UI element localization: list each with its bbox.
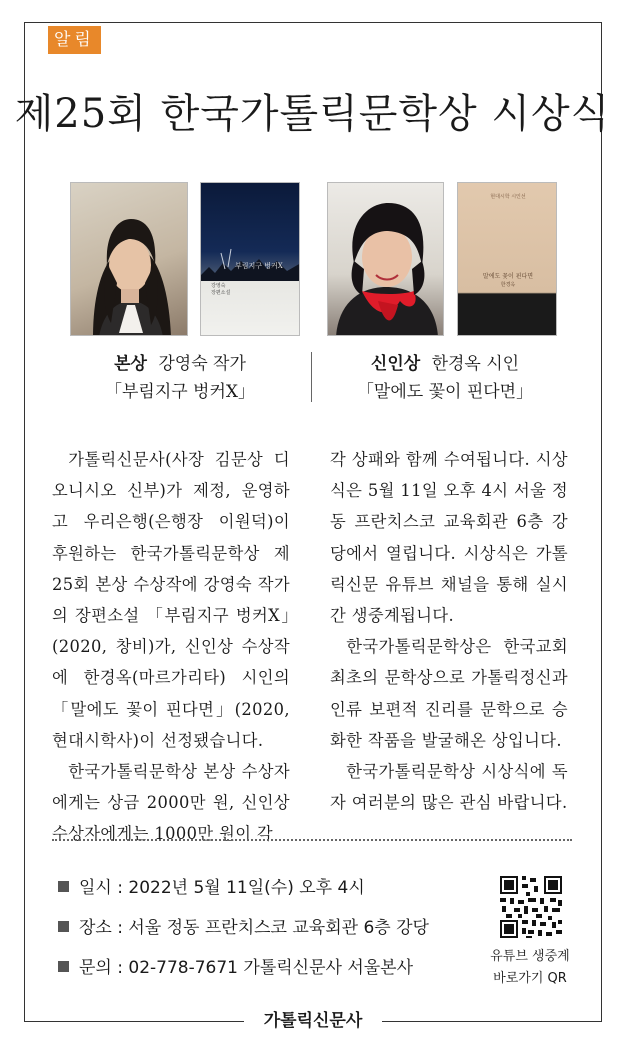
award-left-caption: [60, 350, 300, 406]
award-left-line: [60, 350, 300, 378]
body-column-right: [330, 444, 568, 818]
winner-photo-han: [327, 182, 444, 336]
dotted-divider: [52, 839, 572, 841]
award-left-work: 「부림지구 벙커X」: [104, 382, 256, 402]
award-right-caption: [325, 350, 565, 406]
bullet-square-icon: [58, 921, 69, 932]
book-cover-flowers: [457, 182, 557, 336]
body-column-left: [52, 444, 290, 850]
portrait-woman-2: [328, 183, 444, 336]
qr-code-icon[interactable]: [498, 874, 564, 940]
award-right-line: [325, 350, 565, 378]
info-place: [58, 916, 429, 940]
portrait-woman-1: [71, 183, 188, 336]
book2-author-text: 한경옥: [500, 282, 516, 288]
award-right-work: 「말에도 꽃이 핀다면」: [356, 382, 534, 402]
page-title: 제25회 한국가톨릭문학상 시상식: [14, 91, 611, 137]
book1-title-text: 부림지구 벙커X: [235, 262, 283, 270]
info-contact: [58, 956, 413, 980]
qr-caption-line-1: 유튜브 생중계: [490, 949, 570, 964]
book2-series-text: 현대시학 시인선: [490, 194, 526, 200]
info-date-text: 일시 : 2022년 5월 11일(수) 오후 4시: [79, 878, 365, 898]
qr-caption: [470, 946, 590, 990]
body-paragraph-1: 가톨릭신문사(사장 김문상 디오니시오 신부)가 제정, 운영하고 우리은행(은행장 이원덕)이 후원하는 한국가톨릭문학상 제25회 본상 수상작에 강영숙 작가의 장편소설 「부림지구 벙커X」(2020, 창비)가, 신인상 수상작에 한경옥(마르가리타) 시인의 「말에도 꽃이 핀다면」(2020, 현대시학사)이 선정됐습니다.: [52, 450, 290, 750]
book-cover-bunker-x: [200, 182, 300, 336]
caption-divider: [311, 352, 312, 402]
cover-illustration: [201, 183, 300, 336]
award-left-winner: 강영숙 작가: [158, 354, 246, 374]
body-paragraph-4: 한국가톨릭문학상 시상식에 독자 여러분의 많은 관심 바랍니다.: [330, 762, 568, 813]
award-right-winner: 한경옥 시인: [431, 354, 520, 374]
award-left-label: 본상: [114, 354, 147, 374]
info-date: [58, 876, 365, 900]
winner-photo-kang: [70, 182, 188, 336]
book1-author-text: 강영숙 장편소설: [211, 283, 231, 296]
body-paragraph-2: 한국가톨릭문학상 본상 수상자에게는 상금 2000만 원, 신인상 수상자에게는 1000만 원이 각: [52, 762, 290, 844]
qr-caption-line-2: 바로가기 QR: [493, 971, 567, 986]
body-paragraph-3: 한국가톨릭문학상은 한국교회 최초의 문학상으로 가톨릭정신과 인류 보편적 진리를 문학으로 승화한 작품을 발굴해온 상입니다.: [330, 637, 568, 750]
info-contact-text: 문의 : 02-778-7671 가톨릭신문사 서울본사: [79, 958, 414, 978]
notice-badge: 알림: [48, 26, 101, 54]
body-paragraph-2-cont: 각 상패와 함께 수여됩니다. 시상식은 5월 11일 오후 4시 서울 정동 프란치스코 교육회관 6층 강당에서 열립니다. 시상식은 가톨릭신문 유튜브 채널을 통해 실시간 생중계됩니다.: [330, 450, 568, 626]
bullet-square-icon: [58, 961, 69, 972]
info-place-text: 장소 : 서울 정동 프란치스코 교육회관 6층 강당: [79, 918, 429, 938]
publisher-footer: 가톨릭신문사: [244, 1008, 382, 1034]
bullet-square-icon: [58, 881, 69, 892]
book2-title-text: 말에도 꽃이 핀다면: [482, 273, 534, 280]
award-right-label: 신인상: [370, 354, 421, 374]
